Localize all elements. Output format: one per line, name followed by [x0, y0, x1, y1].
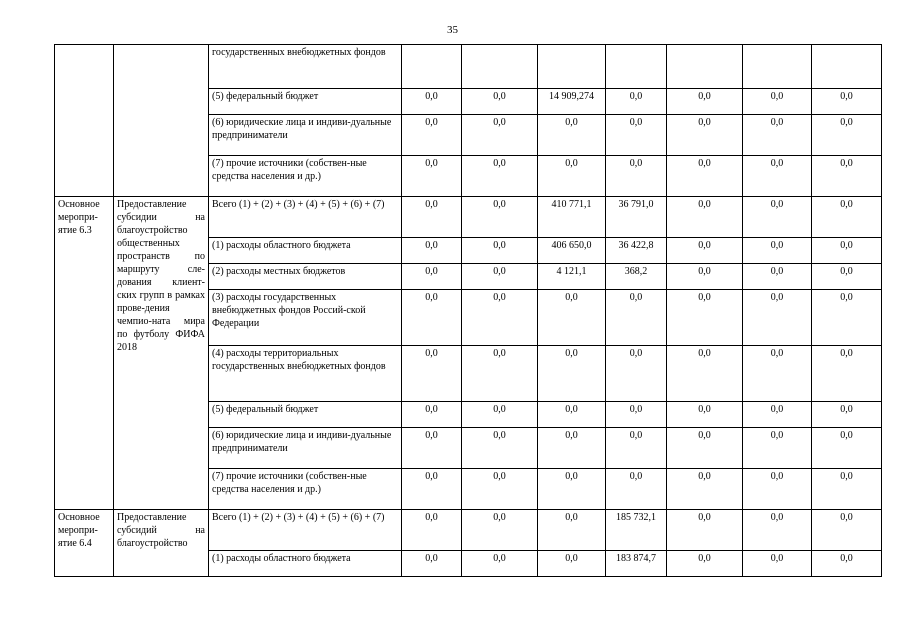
- value-cell: 0,0: [812, 115, 882, 156]
- value-cell: 0,0: [538, 469, 606, 510]
- value-cell: 0,0: [667, 290, 743, 346]
- funding-source-label: (4) расходы территориальных государственных внебюджетных фондов: [209, 346, 402, 402]
- funding-source-label: (6) юридические лица и индиви-дуальные предприниматели: [209, 115, 402, 156]
- value-cell: 0,0: [538, 346, 606, 402]
- value-cell: 0,0: [462, 469, 538, 510]
- value-cell: 0,0: [667, 197, 743, 238]
- value-cell: 0,0: [462, 551, 538, 577]
- value-cell: [402, 45, 462, 89]
- value-cell: 0,0: [743, 156, 812, 197]
- activity-code-cell: Основное меропри-ятие 6.3: [55, 197, 114, 510]
- value-cell: [462, 45, 538, 89]
- funding-source-label: (1) расходы областного бюджета: [209, 238, 402, 264]
- value-cell: 0,0: [743, 89, 812, 115]
- value-cell: 0,0: [462, 156, 538, 197]
- value-cell: 0,0: [812, 551, 882, 577]
- value-cell: 0,0: [606, 428, 667, 469]
- value-cell: 0,0: [606, 156, 667, 197]
- value-cell: [743, 45, 812, 89]
- funding-source-label: (3) расходы государственных внебюджетных фондов Россий-ской Федерации: [209, 290, 402, 346]
- value-cell: 0,0: [743, 428, 812, 469]
- funding-source-label: (1) расходы областного бюджета: [209, 551, 402, 577]
- value-cell: 0,0: [812, 156, 882, 197]
- activity-code-cell: [55, 45, 114, 197]
- value-cell: 185 732,1: [606, 510, 667, 551]
- value-cell: 0,0: [538, 551, 606, 577]
- value-cell: 410 771,1: [538, 197, 606, 238]
- value-cell: 0,0: [812, 346, 882, 402]
- value-cell: 0,0: [812, 290, 882, 346]
- value-cell: 0,0: [402, 402, 462, 428]
- value-cell: 0,0: [402, 510, 462, 551]
- value-cell: 0,0: [812, 197, 882, 238]
- value-cell: 0,0: [743, 115, 812, 156]
- value-cell: 0,0: [462, 197, 538, 238]
- funding-source-label: (6) юридические лица и индиви-дуальные предприниматели: [209, 428, 402, 469]
- value-cell: 0,0: [743, 551, 812, 577]
- value-cell: 0,0: [606, 290, 667, 346]
- value-cell: 0,0: [402, 428, 462, 469]
- value-cell: 0,0: [402, 197, 462, 238]
- value-cell: 0,0: [606, 469, 667, 510]
- value-cell: 0,0: [462, 264, 538, 290]
- value-cell: 406 650,0: [538, 238, 606, 264]
- value-cell: 0,0: [538, 428, 606, 469]
- value-cell: 0,0: [402, 551, 462, 577]
- value-cell: 0,0: [667, 510, 743, 551]
- value-cell: [538, 45, 606, 89]
- value-cell: 0,0: [743, 264, 812, 290]
- value-cell: 0,0: [667, 264, 743, 290]
- activity-description-cell: Предоставление субсидии на благоустройство общественных пространств по маршруту сле-дования клиент-ских групп в рамках прове-дения чемпио-ната мира по футболу ФИФА 2018: [114, 197, 209, 510]
- value-cell: 0,0: [538, 402, 606, 428]
- value-cell: 0,0: [667, 238, 743, 264]
- value-cell: 0,0: [402, 346, 462, 402]
- activity-description-cell: Предоставление субсидий на благоустройство: [114, 510, 209, 577]
- value-cell: 0,0: [402, 469, 462, 510]
- funding-source-label: государственных внебюджетных фондов: [209, 45, 402, 89]
- value-cell: 0,0: [743, 238, 812, 264]
- funding-source-label: (7) прочие источники (собствен-ные средства населения и др.): [209, 156, 402, 197]
- value-cell: 368,2: [606, 264, 667, 290]
- value-cell: 0,0: [743, 469, 812, 510]
- value-cell: 0,0: [812, 264, 882, 290]
- value-cell: 0,0: [462, 89, 538, 115]
- value-cell: 0,0: [402, 115, 462, 156]
- value-cell: 14 909,274: [538, 89, 606, 115]
- value-cell: 0,0: [812, 238, 882, 264]
- value-cell: 0,0: [667, 89, 743, 115]
- activity-code-cell: Основное меропри-ятие 6.4: [55, 510, 114, 577]
- funding-source-label: (5) федеральный бюджет: [209, 89, 402, 115]
- value-cell: 0,0: [606, 89, 667, 115]
- value-cell: 0,0: [743, 290, 812, 346]
- value-cell: 0,0: [667, 469, 743, 510]
- value-cell: 0,0: [667, 115, 743, 156]
- value-cell: 0,0: [812, 89, 882, 115]
- value-cell: 0,0: [667, 402, 743, 428]
- value-cell: 0,0: [812, 510, 882, 551]
- value-cell: [812, 45, 882, 89]
- funding-source-label: (5) федеральный бюджет: [209, 402, 402, 428]
- value-cell: 4 121,1: [538, 264, 606, 290]
- value-cell: [606, 45, 667, 89]
- value-cell: 0,0: [667, 346, 743, 402]
- funding-source-label: (2) расходы местных бюджетов: [209, 264, 402, 290]
- value-cell: 0,0: [402, 89, 462, 115]
- value-cell: 0,0: [667, 551, 743, 577]
- table-row: [55, 45, 882, 89]
- value-cell: [667, 45, 743, 89]
- value-cell: 36 791,0: [606, 197, 667, 238]
- value-cell: 0,0: [667, 156, 743, 197]
- value-cell: 0,0: [402, 156, 462, 197]
- value-cell: 0,0: [606, 346, 667, 402]
- value-cell: 0,0: [743, 402, 812, 428]
- value-cell: 0,0: [462, 428, 538, 469]
- value-cell: 0,0: [402, 264, 462, 290]
- value-cell: 0,0: [402, 238, 462, 264]
- value-cell: 0,0: [743, 346, 812, 402]
- budget-table: [54, 44, 882, 577]
- activity-description-cell: [114, 45, 209, 197]
- value-cell: 0,0: [538, 290, 606, 346]
- table-row: [55, 197, 882, 238]
- value-cell: 0,0: [402, 290, 462, 346]
- value-cell: 0,0: [812, 469, 882, 510]
- value-cell: 0,0: [812, 402, 882, 428]
- value-cell: 36 422,8: [606, 238, 667, 264]
- value-cell: 0,0: [606, 115, 667, 156]
- value-cell: 0,0: [462, 290, 538, 346]
- value-cell: 183 874,7: [606, 551, 667, 577]
- value-cell: 0,0: [538, 115, 606, 156]
- funding-source-label: Всего (1) + (2) + (3) + (4) + (5) + (6) + (7): [209, 197, 402, 238]
- value-cell: 0,0: [667, 428, 743, 469]
- page-number: 35: [447, 24, 458, 36]
- value-cell: 0,0: [743, 510, 812, 551]
- funding-source-label: (7) прочие источники (собствен-ные средства населения и др.): [209, 469, 402, 510]
- table-row: [55, 510, 882, 551]
- value-cell: 0,0: [606, 402, 667, 428]
- value-cell: 0,0: [538, 156, 606, 197]
- value-cell: 0,0: [743, 197, 812, 238]
- value-cell: 0,0: [462, 238, 538, 264]
- funding-source-label: Всего (1) + (2) + (3) + (4) + (5) + (6) + (7): [209, 510, 402, 551]
- value-cell: 0,0: [462, 402, 538, 428]
- value-cell: 0,0: [462, 346, 538, 402]
- value-cell: 0,0: [462, 510, 538, 551]
- value-cell: 0,0: [462, 115, 538, 156]
- value-cell: 0,0: [538, 510, 606, 551]
- value-cell: 0,0: [812, 428, 882, 469]
